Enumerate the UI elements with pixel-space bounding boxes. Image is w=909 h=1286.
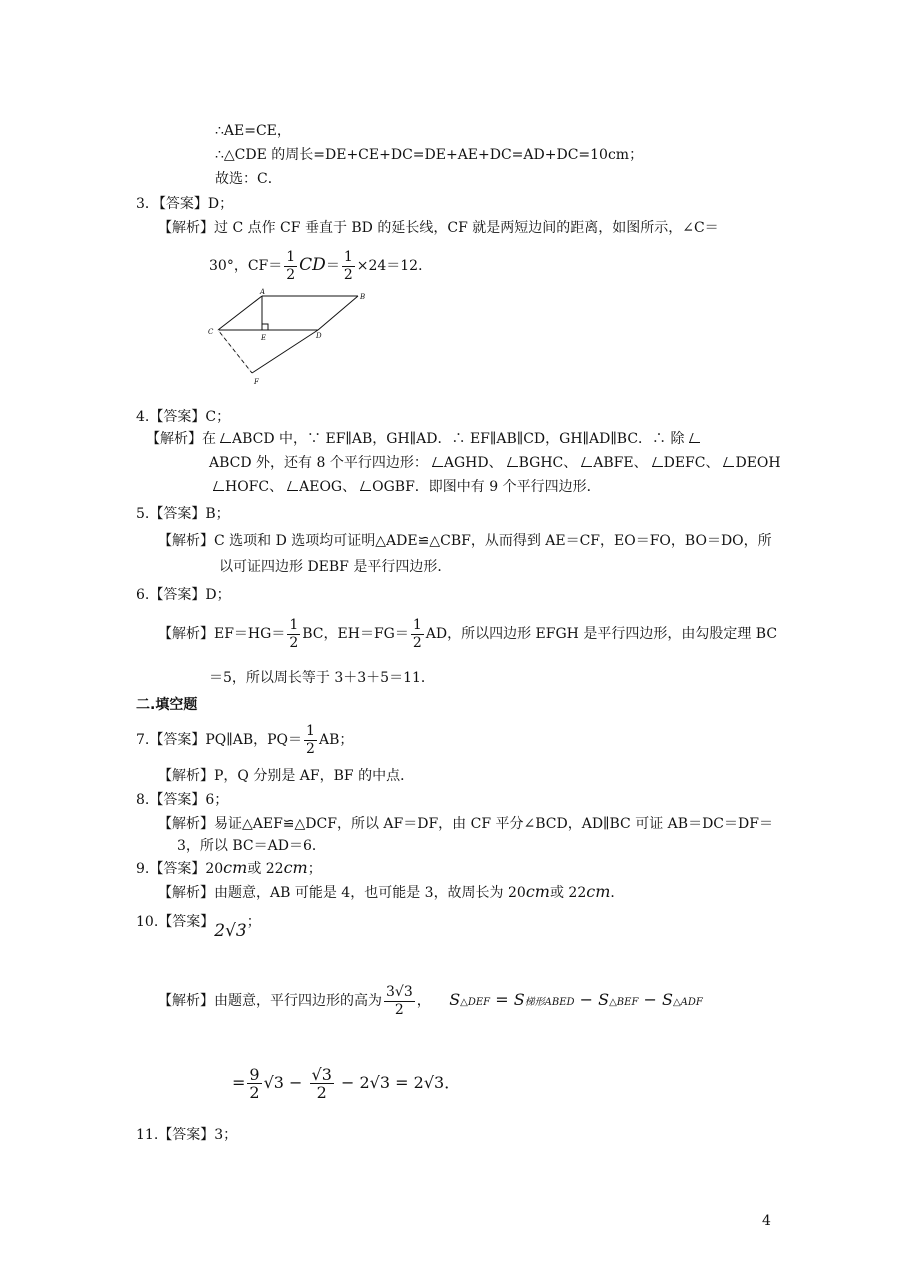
fraction: $\frac{1}{2}$ [289, 616, 299, 651]
answer-10: 10.【答案】2√3； [136, 914, 261, 941]
explanation-7: 【解析】P，Q 分别是 AF，BF 的中点． [158, 768, 415, 784]
fig-label-c: C [208, 328, 214, 336]
explanation-10-formula: = $\frac{9}{2}$ √3 − $\frac{√3}{2}$ − 2√3 = 2√3． [232, 1065, 461, 1102]
fraction: $\frac{√3}{2}$ [311, 1065, 332, 1102]
explanation-6-line2: ＝5，所以周长等于 3＋3＋5＝11． [209, 670, 435, 686]
page-number: 4 [762, 1213, 771, 1229]
answer-4: 4.【答案】C； [136, 409, 231, 425]
explanation-9: 【解析】由题意，AB 可能是 4，也可能是 3，故周长为 20cm或 22cm． [158, 882, 625, 901]
fraction: $\frac{9}{2}$ [249, 1065, 260, 1102]
explanation-6: 【解析】EF＝HG＝ $\frac{1}{2}$ BC，EH＝FG＝ $\frac{1}{2}$ AD，所以四边形 EFGH 是平行四边形，由勾股定理 BC [158, 616, 778, 651]
parallelogram-icon [284, 481, 298, 491]
explanation-3: 【解析】过 C 点作 CF 垂直于 BD 的延长线，CF 就是两短边间的距离，如图所示，∠C＝ [158, 220, 719, 236]
explanation-5-line2: 以可证四边形 DEBF 是平行四边形． [219, 559, 452, 575]
explanation-4-line3: HOFC、 AEOG、 OGBF．即图中有 9 个平行四边形． [209, 478, 601, 496]
parallelogram-figure [200, 288, 370, 388]
answer-6: 6.【答案】D； [136, 587, 231, 603]
answer-11: 11.【答案】3； [136, 1127, 238, 1143]
parallelogram-icon [720, 457, 734, 467]
fig-label-f: F [254, 378, 259, 386]
fraction: $\frac{1}{2}$ [343, 248, 353, 283]
fig-label-d: D [316, 332, 322, 340]
fraction: $\frac{1}{2}$ [286, 248, 296, 283]
text-line: 故选：C． [215, 171, 282, 187]
explanation-3-formula: 30°，CF＝ $\frac{1}{2}$ CD＝ $\frac{1}{2}$ ×24＝12． [209, 248, 433, 283]
fig-label-a: A [260, 288, 266, 296]
fig-label-b: B [360, 293, 366, 301]
section-heading: 二.填空题 [136, 697, 198, 713]
text-line: ∴AE=CE， [215, 123, 291, 139]
answer-9: 9.【答案】20cm或 22cm； [136, 858, 322, 877]
parallelogram-icon [217, 433, 231, 443]
explanation-4-line2: ABCD 外，还有 8 个平行四边形： AGHD、 BGHC、 ABFE、 DEFC、 DEOH [209, 455, 781, 471]
explanation-8: 【解析】易证△AEF≌△DCF，所以 AF＝DF，由 CF 平分∠BCD，AD∥BC 可证 AB＝DC＝DF＝ [158, 816, 773, 832]
explanation-10: 【解析】由题意，平行四边形的高为 $\frac{3√3}{2}$ ， S△DEF = S梯形ABED − S△BEF − S△ADF [158, 983, 703, 1018]
parallelogram-icon [357, 481, 371, 491]
answer-8: 8.【答案】6； [136, 792, 229, 808]
answer-5: 5.【答案】B； [136, 506, 230, 522]
explanation-5: 【解析】C 选项和 D 选项均可证明△ADE≌△CBF，从而得到 AE＝CF，EO＝FO，BO＝DO，所 [158, 533, 772, 549]
fraction: $\frac{1}{2}$ [306, 722, 315, 757]
text-line: ∴△CDE 的周长=DE+CE+DC=DE+AE+DC=AD+DC=10cm； [215, 147, 644, 163]
answer-7: 7.【答案】PQ∥AB，PQ＝ $\frac{1}{2}$ AB； [136, 722, 354, 757]
explanation-8-line2: 3，所以 BC＝AD＝6． [177, 838, 326, 854]
parallelogram-icon [210, 481, 224, 491]
parallelogram-icon [686, 433, 700, 443]
answer-3: 3．【答案】D； [136, 196, 234, 212]
parallelogram-icon [504, 457, 518, 467]
fraction: $\frac{3√3}{2}$ [386, 983, 413, 1018]
explanation-4: 【解析】在 ABCD 中，∵ EF∥AB，GH∥AD．∴ EF∥AB∥CD，GH∥AD∥BC．∴ 除 [146, 430, 701, 448]
fraction: $\frac{1}{2}$ [412, 616, 422, 651]
parallelogram-icon [649, 457, 663, 467]
parallelogram-icon [429, 457, 443, 467]
parallelogram-icon [578, 457, 592, 467]
fig-label-e: E [261, 334, 267, 342]
